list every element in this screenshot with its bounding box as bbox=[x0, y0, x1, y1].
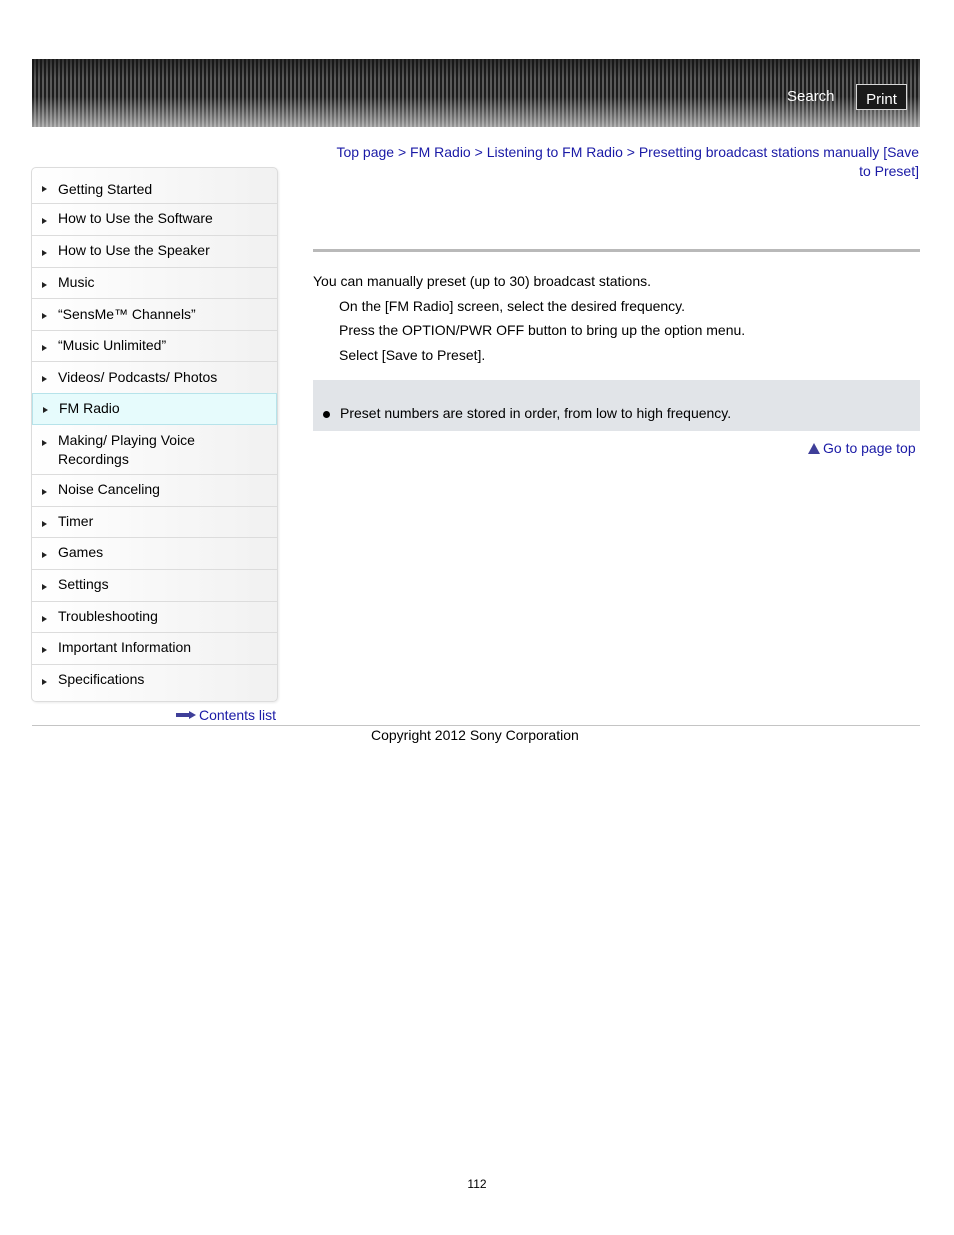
header-shading bbox=[32, 59, 920, 79]
breadcrumb bbox=[315, 143, 919, 181]
arrow-right-icon bbox=[42, 584, 47, 590]
arrow-right-icon bbox=[42, 313, 47, 319]
go-to-page-top-link[interactable] bbox=[808, 440, 916, 456]
arrow-right-icon bbox=[42, 552, 47, 558]
sidebar-item-settings[interactable] bbox=[32, 570, 277, 602]
sidebar-item-label: Specifications bbox=[58, 671, 145, 687]
sidebar-item-label: Videos/ Podcasts/ Photos bbox=[58, 369, 218, 385]
sidebar-item-fm-radio[interactable] bbox=[32, 393, 277, 425]
arrow-right-icon bbox=[42, 345, 47, 351]
breadcrumb-current-line1: Presetting broadcast stations manually [Save bbox=[638, 144, 919, 160]
contents-list-link[interactable] bbox=[176, 707, 276, 723]
arrow-right-icon bbox=[42, 376, 47, 382]
page-number: 112 bbox=[467, 1177, 487, 1191]
search-link[interactable]: Search bbox=[787, 88, 835, 105]
sidebar-item-label: FM Radio bbox=[59, 400, 120, 416]
sidebar-item-how-to-use-speaker[interactable] bbox=[32, 236, 277, 268]
sidebar-item-sensme-channels[interactable] bbox=[32, 299, 277, 331]
sidebar-item-label: Timer bbox=[58, 513, 94, 529]
step-item: On the [FM Radio] screen, select the desired frequency. bbox=[339, 298, 686, 314]
sidebar-item-label: Important Information bbox=[58, 639, 192, 655]
sidebar-item-voice-recordings[interactable] bbox=[32, 425, 277, 475]
print-button[interactable]: Print bbox=[856, 84, 907, 110]
arrow-right-icon bbox=[42, 218, 47, 224]
breadcrumb-top-page[interactable]: Top page bbox=[336, 144, 395, 160]
arrow-right-icon bbox=[176, 711, 196, 719]
footer-divider bbox=[32, 725, 920, 726]
step-item: Select [Save to Preset]. bbox=[339, 347, 486, 363]
sidebar-item-label-line1: Making/ Playing Voice bbox=[58, 432, 195, 448]
sidebar-item-noise-canceling[interactable] bbox=[32, 475, 277, 507]
sidebar-item-label: How to Use the Software bbox=[58, 210, 213, 226]
breadcrumb-current[interactable] bbox=[639, 144, 919, 179]
sidebar-item-troubleshooting[interactable] bbox=[32, 602, 277, 633]
breadcrumb-separator: > bbox=[626, 144, 635, 160]
sidebar-item-timer[interactable] bbox=[32, 507, 277, 538]
bullet-icon bbox=[323, 411, 330, 418]
triangle-up-icon bbox=[808, 443, 820, 454]
sidebar-nav bbox=[31, 167, 278, 702]
header-banner bbox=[32, 59, 920, 127]
sidebar-item-music[interactable] bbox=[32, 268, 277, 299]
arrow-right-icon bbox=[42, 647, 47, 653]
breadcrumb-listening[interactable]: Listening to FM Radio bbox=[486, 144, 623, 160]
sidebar-item-important-information[interactable] bbox=[32, 633, 277, 665]
breadcrumb-separator: > bbox=[474, 144, 483, 160]
hint-text: Preset numbers are stored in order, from low to high frequency. bbox=[340, 405, 732, 421]
arrow-right-icon bbox=[42, 616, 47, 622]
breadcrumb-current-line2: to Preset] bbox=[859, 163, 919, 179]
sidebar-item-specifications[interactable] bbox=[32, 665, 277, 699]
sidebar-item-music-unlimited[interactable] bbox=[32, 331, 277, 362]
sidebar-item-label: Music bbox=[58, 274, 95, 290]
sidebar-item-label: Troubleshooting bbox=[58, 608, 158, 624]
arrow-right-icon bbox=[42, 186, 47, 192]
intro-text: You can manually preset (up to 30) broadcast stations. bbox=[313, 273, 652, 289]
arrow-right-icon bbox=[43, 407, 48, 413]
arrow-right-icon bbox=[42, 440, 47, 446]
sidebar-item-games[interactable] bbox=[32, 538, 277, 570]
sidebar-item-label: “Music Unlimited” bbox=[58, 337, 167, 353]
step-item: Press the OPTION/PWR OFF button to bring up the option menu. bbox=[339, 322, 746, 338]
arrow-right-icon bbox=[42, 679, 47, 685]
arrow-right-icon bbox=[42, 250, 47, 256]
title-divider bbox=[313, 249, 920, 252]
sidebar-item-label: Noise Canceling bbox=[58, 481, 160, 497]
copyright-text: Copyright 2012 Sony Corporation bbox=[371, 727, 579, 743]
sidebar-item-label: How to Use the Speaker bbox=[58, 242, 210, 258]
arrow-right-icon bbox=[42, 521, 47, 527]
sidebar-item-label: Settings bbox=[58, 576, 109, 592]
hint-box bbox=[313, 380, 920, 431]
sidebar-item-getting-started[interactable] bbox=[32, 171, 277, 204]
arrow-right-icon bbox=[42, 489, 47, 495]
contents-list-label: Contents list bbox=[199, 707, 277, 723]
sidebar-item-videos-podcasts-photos[interactable] bbox=[32, 362, 277, 394]
sidebar-item-label: “SensMe™ Channels” bbox=[58, 306, 196, 322]
go-to-page-top-label: Go to page top bbox=[823, 440, 916, 456]
breadcrumb-fm-radio[interactable]: FM Radio bbox=[410, 144, 471, 160]
sidebar-item-label-line2: Recordings bbox=[58, 451, 129, 467]
sidebar-item-label: Getting Started bbox=[58, 181, 153, 197]
arrow-right-icon bbox=[42, 282, 47, 288]
sidebar-item-label bbox=[58, 431, 195, 469]
sidebar-item-how-to-use-software[interactable] bbox=[32, 204, 277, 236]
sidebar-item-label: Games bbox=[58, 544, 104, 560]
breadcrumb-separator: > bbox=[397, 144, 407, 160]
